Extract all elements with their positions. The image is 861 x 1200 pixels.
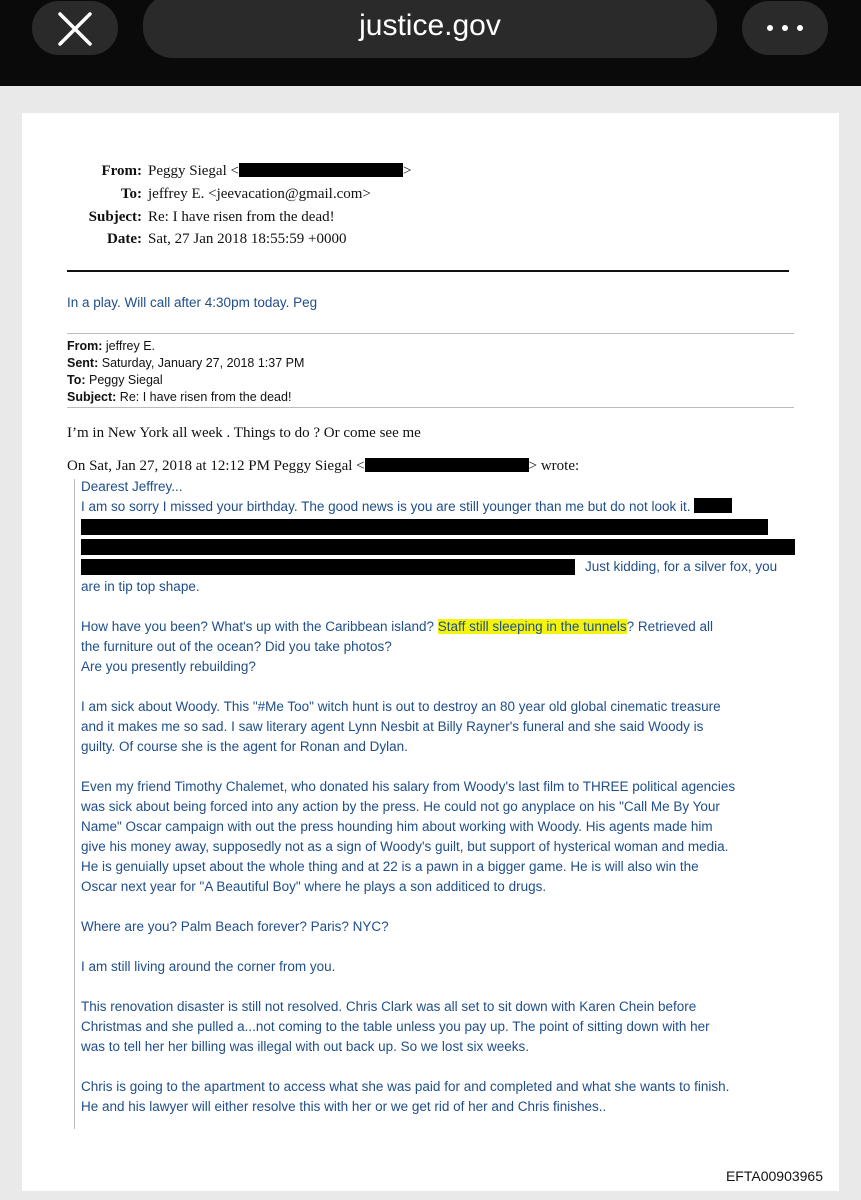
redaction-block	[81, 539, 795, 555]
quoted-line: and it makes me so sad. I saw literary agent Lynn Nesbit at Billy Rayner's funeral and she said Woody is	[81, 719, 704, 734]
quoted-line: was sick about being forced into any action by the press. He could not go anyplace on his "Call Me By Your	[81, 799, 720, 814]
from-label: From:	[101, 163, 142, 179]
quoted-line: I am still living around the corner from you.	[81, 959, 336, 974]
close-button[interactable]	[32, 1, 118, 55]
quoted-line: I am sick about Woody. This "#Me Too" witch hunt is out to destroy an 80 year old global cinematic treasure	[81, 699, 721, 714]
fwd-sent-row: Sent: Saturday, January 27, 2018 1:37 PM	[67, 356, 305, 370]
quoted-line: the furniture out of the ocean? Did you take photos?	[81, 639, 392, 654]
url-bar[interactable]: justice.gov	[143, 0, 717, 58]
subject-label: Subject:	[88, 209, 142, 225]
document-id: EFTA00903965	[725, 1168, 823, 1184]
fwd-from-row: From: jeffrey E.	[67, 339, 156, 353]
fwd-to-row: To: Peggy Siegal	[67, 373, 163, 387]
date-value: Sat, 27 Jan 2018 18:55:59 +0000	[148, 231, 347, 247]
redaction-block	[81, 559, 575, 575]
reply-text: In a play. Will call after 4:30pm today. Peg	[67, 295, 318, 310]
quoted-line: was to tell her her billing was illegal with out back up. So we lost six weeks.	[81, 1039, 529, 1054]
document-page	[22, 113, 839, 1191]
highlighted-text: Staff still sleeping in the tunnels	[437, 619, 627, 634]
fwd-from-value: jeffrey E.	[105, 339, 156, 353]
quoted-line: are in tip top shape.	[81, 579, 200, 594]
fwd-subject-value: Re: I have risen from the dead!	[119, 390, 292, 404]
subject-value: Re: I have risen from the dead!	[148, 209, 335, 225]
quoted-line: Just kidding, for a silver fox, you	[585, 559, 778, 574]
header-divider	[67, 270, 789, 272]
quoted-line: Where are you? Palm Beach forever? Paris? NYC?	[81, 919, 389, 934]
divider	[67, 407, 794, 408]
quoted-line: Oscar next year for "A Beautiful Boy" where he plays a son additiced to drugs.	[81, 879, 547, 894]
to-value: jeffrey E. <jeevacation@gmail.com>	[148, 186, 371, 202]
quoted-line: I am so sorry I missed your birthday. The good news is you are still younger than me but do not look it.	[81, 497, 801, 517]
from-value: Peggy Siegal <	[148, 163, 239, 179]
quoted-greeting: Dearest Jeffrey...	[81, 479, 183, 494]
more-options-button[interactable]	[742, 1, 828, 55]
wrote-line: On Sat, Jan 27, 2018 at 12:12 PM Peggy Siegal < > wrote:	[67, 458, 580, 474]
to-label: To:	[120, 186, 142, 202]
quoted-line: Chris is going to the apartment to access what she was paid for and completed and what she wants to finish.	[81, 1079, 730, 1094]
close-icon	[57, 11, 93, 47]
redaction-block	[239, 163, 403, 177]
fwd-body-text: I’m in New York all week . Things to do ? Or come see me	[67, 425, 421, 441]
quoted-line: This renovation disaster is still not resolved. Chris Clark was all set to sit down with Karen Chein before	[81, 999, 697, 1014]
quoted-line: Christmas and she pulled a...not coming to the table unless you pay up. The point of sitting down with her	[81, 1019, 710, 1034]
quote-bar	[74, 479, 75, 1129]
quoted-line: He is genuially upset about the whole thing and at 22 is a pawn in a bigger game. He is will also win the	[81, 859, 699, 874]
divider	[67, 333, 794, 334]
redaction-block	[365, 458, 529, 472]
quoted-line: How have you been? What's up with the Caribbean island? Staff still sleeping in the tunnels? Retrieved all	[81, 619, 713, 634]
quoted-line: Name" Oscar campaign with out the press hounding him about working with Woody. His agents made him	[81, 819, 713, 834]
quoted-line: guilty. Of course she is the agent for Ronan and Dylan.	[81, 739, 408, 754]
date-label: Date:	[107, 231, 142, 247]
quoted-line: Are you presently rebuilding?	[81, 659, 256, 674]
browser-top-bar	[0, 0, 861, 86]
redaction-block	[81, 519, 768, 535]
from-close: >	[402, 163, 412, 179]
quoted-line: Even my friend Timothy Chalemet, who donated his salary from Woody's last film to THREE political agencies	[81, 779, 736, 794]
quoted-line: give his money away, supposedly not as a sign of Woody's guilt, but support of hysterical woman and media.	[81, 839, 729, 854]
fwd-subject-row: Subject: Re: I have risen from the dead!	[67, 390, 292, 404]
quoted-line: He and his lawyer will either resolve this with her or we get rid of her and Chris finishes..	[81, 1099, 607, 1114]
redaction-block	[694, 498, 732, 513]
fwd-sent-value: Saturday, January 27, 2018 1:37 PM	[101, 356, 305, 370]
fwd-to-value: Peggy Siegal	[89, 373, 163, 387]
